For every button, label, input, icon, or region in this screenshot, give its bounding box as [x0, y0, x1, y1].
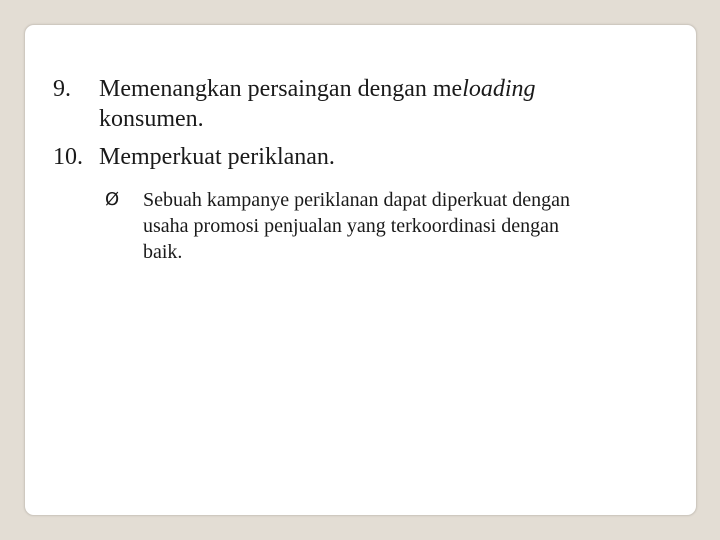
slide	[24, 24, 697, 516]
list-number-10: 10.	[53, 144, 83, 170]
sub-item-line2: usaha promosi penjualan yang terkoordinasi dengan	[143, 215, 559, 237]
sub-list-item-text	[143, 187, 663, 265]
list-item-9-italic-word: loading	[462, 76, 536, 102]
list-item-9-line2: konsumen.	[99, 106, 204, 132]
arrow-bullet-icon: Ø	[105, 189, 120, 210]
list-number-9: 9.	[53, 76, 71, 102]
list-item-10-text: Memperkuat periklanan.	[99, 144, 335, 170]
sub-item-line1: Sebuah kampanye periklanan dapat diperkuat dengan	[143, 189, 571, 211]
list-item-9-line1	[99, 74, 659, 104]
sub-item-line3: baik.	[143, 241, 183, 263]
list-item-9-text	[99, 74, 659, 134]
list-item-9-line1-text: Memenangkan persaingan dengan me	[99, 76, 463, 102]
